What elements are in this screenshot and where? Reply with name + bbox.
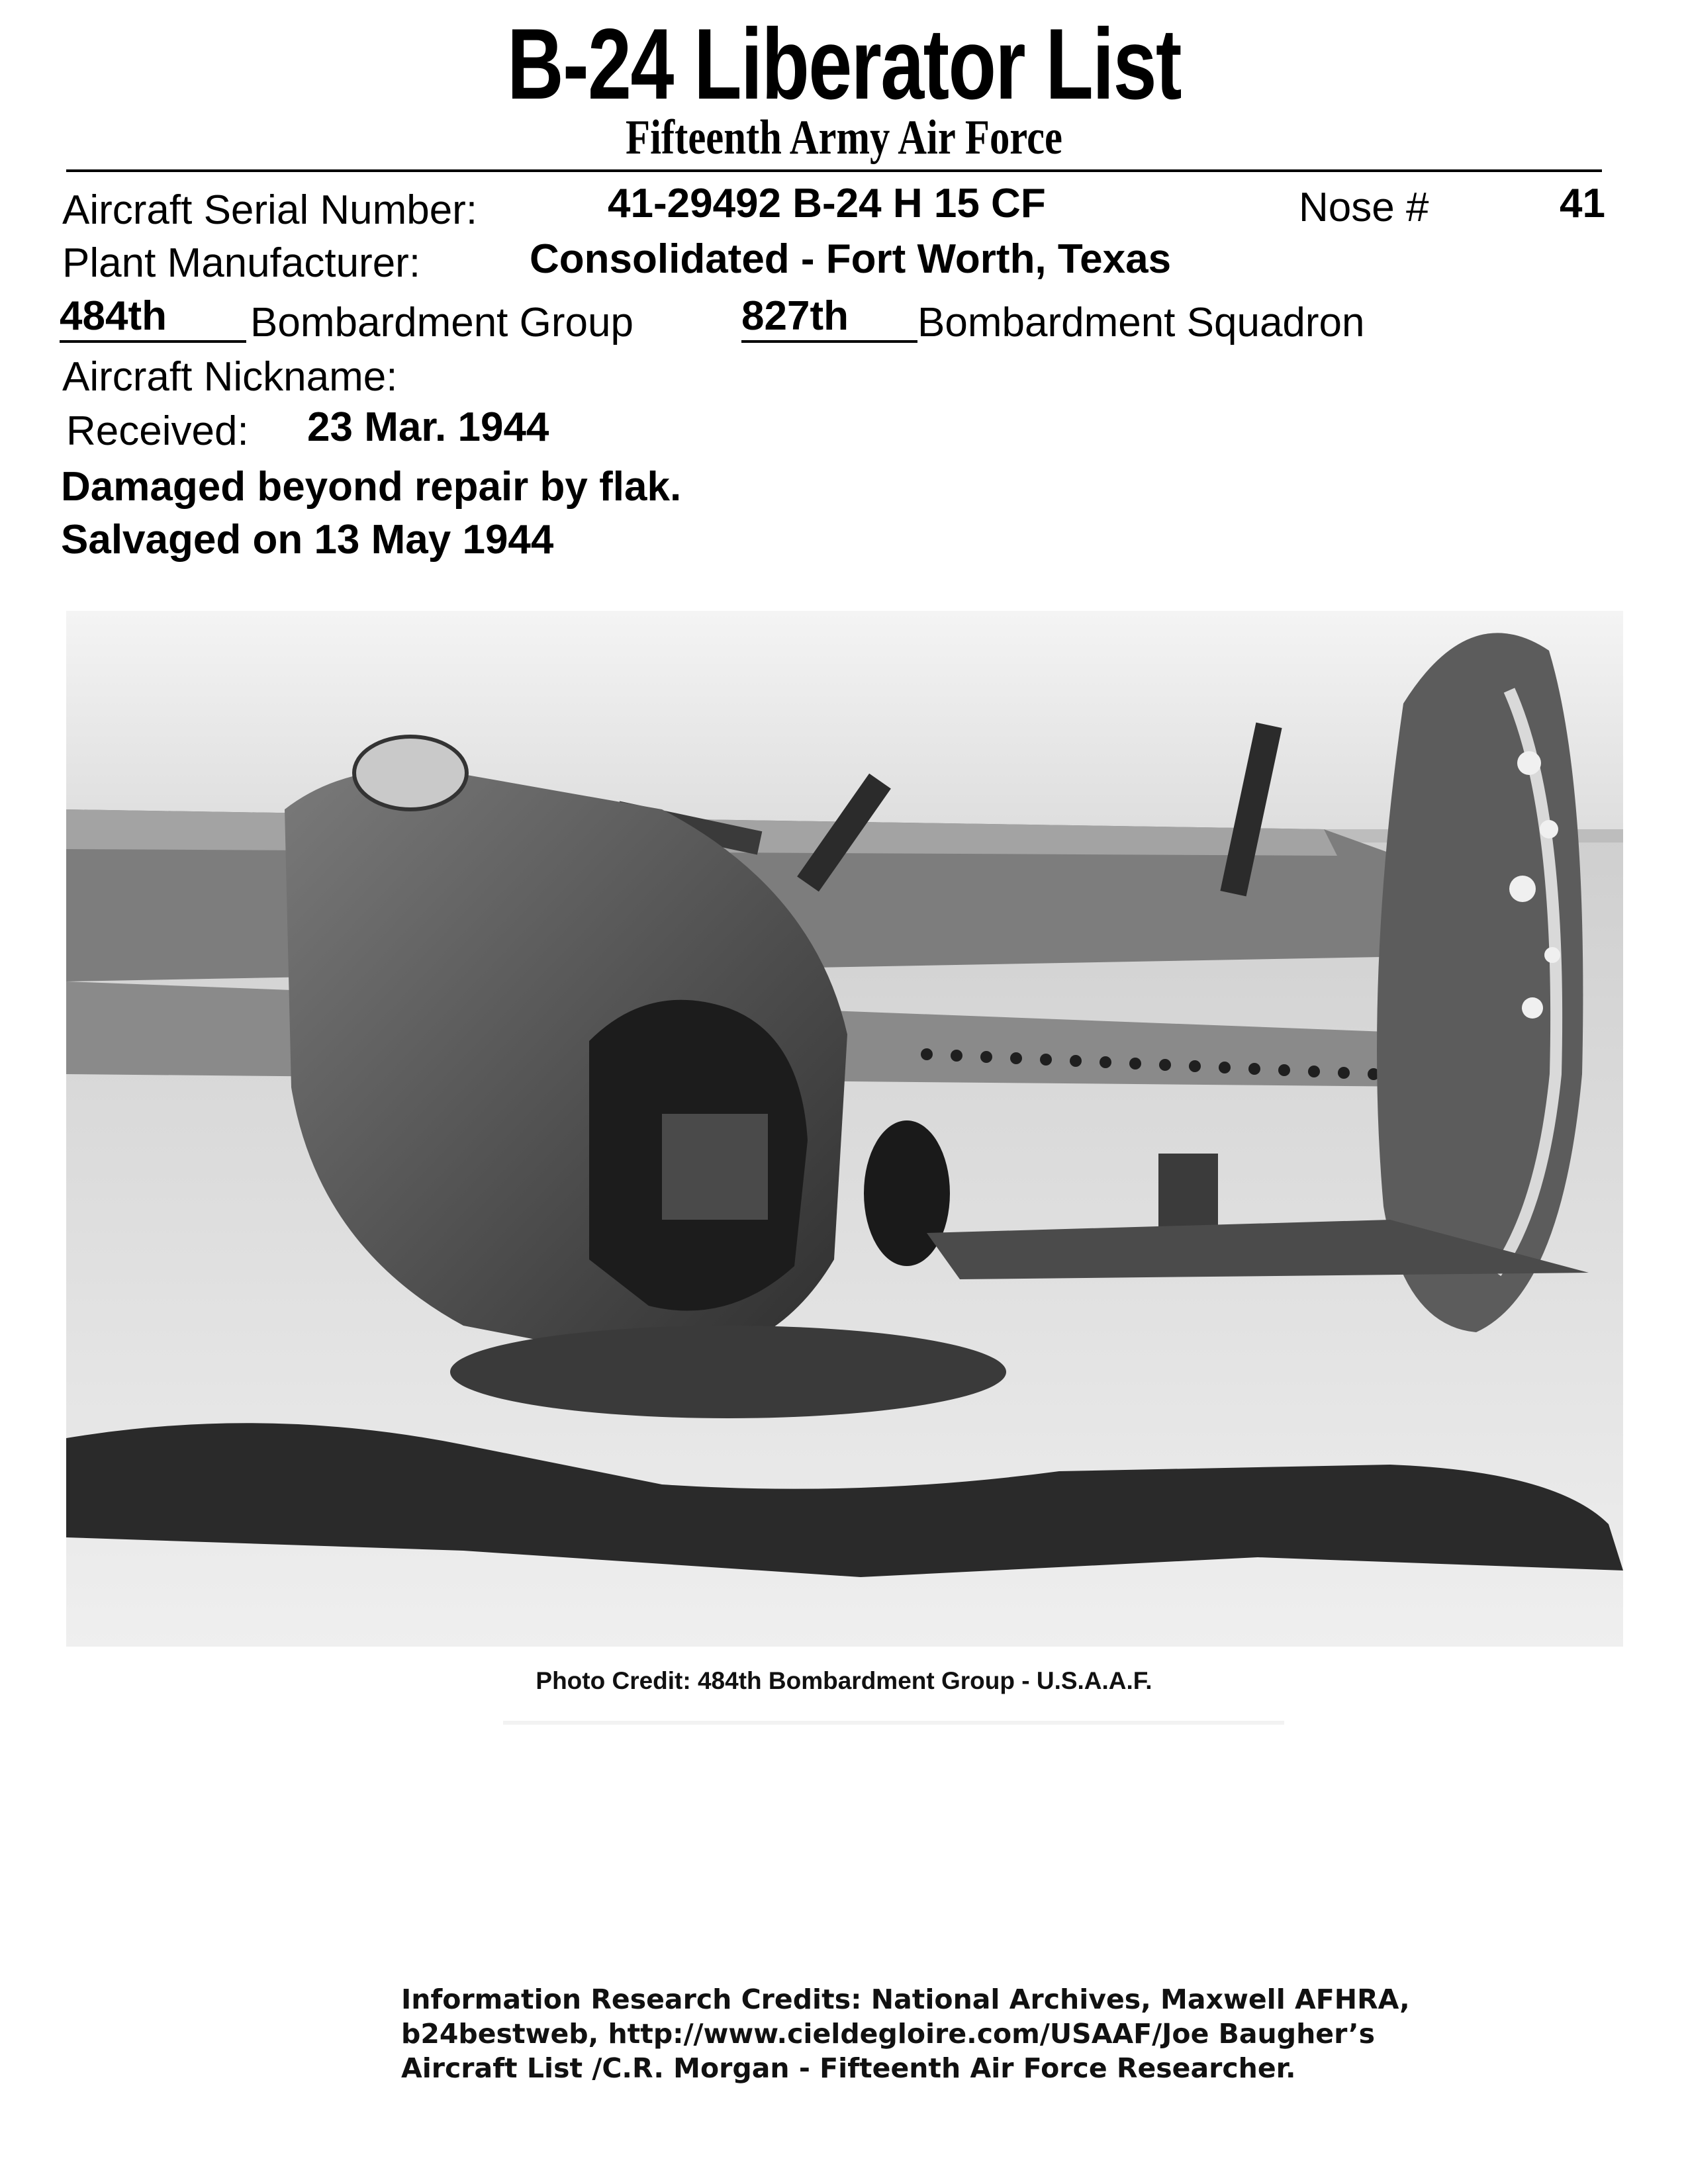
- page-subtitle: Fifteenth Army Air Force: [626, 111, 1062, 165]
- serial-number-label: Aircraft Serial Number:: [62, 187, 478, 233]
- aircraft-nickname-label: Aircraft Nickname:: [62, 354, 398, 400]
- bomb-squadron-label: Bombardment Squadron: [917, 300, 1365, 345]
- aircraft-photo: [66, 611, 1623, 1647]
- bomb-group-value: 484th: [60, 293, 246, 343]
- received-date: 23 Mar. 1944: [307, 404, 549, 450]
- damage-note: Damaged beyond repair by flak.: [61, 464, 682, 510]
- research-credits: [401, 1982, 1593, 2085]
- plant-manufacturer-label: Plant Manufacturer:: [62, 240, 421, 286]
- caption-divider: [503, 1721, 1284, 1725]
- header-divider: [66, 169, 1602, 172]
- bomb-squadron-value: 827th: [741, 293, 917, 343]
- bomb-group-label: Bombardment Group: [250, 300, 633, 345]
- credits-line-3: Aircraft List /C.R. Morgan - Fifteenth Air Force Researcher.: [401, 2052, 1296, 2084]
- damaged-b24-photo-image: [66, 611, 1623, 1647]
- page-title: B-24 Liberator List: [507, 8, 1181, 120]
- plant-manufacturer-value: Consolidated - Fort Worth, Texas: [530, 236, 1172, 282]
- nose-number-value: 41: [1560, 181, 1605, 226]
- salvage-note: Salvaged on 13 May 1944: [61, 517, 554, 563]
- photo-caption: Photo Credit: 484th Bombardment Group - U.S.A.A.F.: [536, 1667, 1152, 1694]
- nose-number-label: Nose #: [1299, 185, 1429, 230]
- serial-number-value: 41-29492 B-24 H 15 CF: [608, 181, 1046, 226]
- received-label: Received:: [66, 408, 249, 454]
- credits-line-2: b24bestweb, http://www.cieldegloire.com/USAAF/Joe Baugher’s: [401, 2018, 1376, 2050]
- credits-line-1: Information Research Credits: National Archives, Maxwell AFHRA,: [401, 1983, 1410, 2015]
